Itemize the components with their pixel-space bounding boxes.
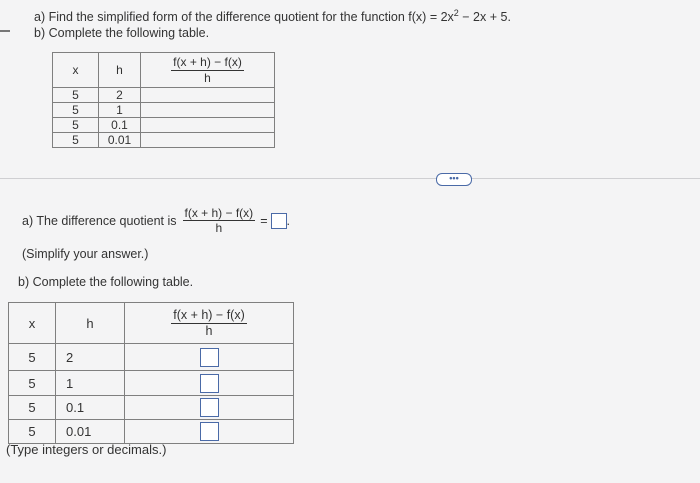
difference-quotient-fraction <box>171 55 244 85</box>
cell-quotient <box>125 371 294 396</box>
answer-fraction-numerator: f(x + h) − f(x) <box>184 206 254 220</box>
answer-fraction <box>183 206 256 236</box>
quotient-input[interactable] <box>200 374 219 393</box>
simplify-hint: (Simplify your answer.) <box>22 247 149 261</box>
table-row <box>9 396 294 420</box>
answer-part-b-label: b) Complete the following table. <box>18 275 194 289</box>
cell-x: 5 <box>53 133 99 148</box>
cell-x: 5 <box>9 344 56 371</box>
table-row <box>9 420 294 444</box>
cell-x: 5 <box>9 420 56 444</box>
question-part-b: b) Complete the following table. <box>34 26 210 40</box>
period: . <box>286 213 290 228</box>
more-options-button[interactable]: ••• <box>436 173 472 186</box>
cell-quotient <box>125 420 294 444</box>
cell-x: 5 <box>9 371 56 396</box>
left-edge-dash <box>0 30 10 32</box>
preview-table <box>52 52 275 148</box>
header-x: x <box>53 53 99 88</box>
cell-quotient <box>125 344 294 371</box>
function-expression <box>408 10 511 24</box>
table-row <box>53 103 275 118</box>
cell-quotient <box>141 118 275 133</box>
cell-h: 2 <box>56 344 125 371</box>
table-row <box>53 88 275 103</box>
cell-x: 5 <box>53 88 99 103</box>
header-x: x <box>9 303 56 344</box>
function-exponent: 2 <box>453 8 459 18</box>
function-suffix: − 2x + 5. <box>458 10 511 25</box>
quotient-input[interactable] <box>200 398 219 417</box>
equals-sign: = <box>260 213 268 228</box>
cell-quotient <box>141 103 275 118</box>
cell-h: 2 <box>99 88 141 103</box>
table-row <box>53 133 275 148</box>
quotient-input[interactable] <box>200 348 219 367</box>
fraction-numerator: f(x + h) − f(x) <box>173 307 245 322</box>
cell-x: 5 <box>53 118 99 133</box>
cell-h: 0.1 <box>99 118 141 133</box>
type-hint: (Type integers or decimals.) <box>6 442 167 457</box>
table-row <box>9 344 294 371</box>
cell-h: 1 <box>56 371 125 396</box>
answer-fraction-denominator: h <box>215 221 223 236</box>
cell-h: 0.01 <box>56 420 125 444</box>
cell-quotient <box>141 88 275 103</box>
fraction-numerator: f(x + h) − f(x) <box>173 55 242 70</box>
question-part-a-text: a) Find the simplified form of the difference quotient for the function <box>34 10 405 25</box>
difference-quotient-fraction <box>171 308 247 339</box>
cell-x: 5 <box>9 396 56 420</box>
cell-h: 0.01 <box>99 133 141 148</box>
cell-quotient <box>125 396 294 420</box>
answer-part-a-label: a) The difference quotient is <box>22 213 177 228</box>
fraction-denominator: h <box>204 70 211 85</box>
answer-table <box>8 302 294 444</box>
difference-quotient-input[interactable] <box>271 213 287 229</box>
header-difference-quotient <box>125 303 294 344</box>
table-row <box>9 371 294 396</box>
header-h: h <box>56 303 125 344</box>
table-row <box>53 118 275 133</box>
answer-part-a <box>22 206 290 236</box>
cell-x: 5 <box>53 103 99 118</box>
cell-h: 0.1 <box>56 396 125 420</box>
quotient-input[interactable] <box>200 422 219 441</box>
preview-table-header <box>53 53 275 88</box>
cell-quotient <box>141 133 275 148</box>
section-divider <box>0 178 700 179</box>
question-part-a <box>34 8 511 24</box>
cell-h: 1 <box>99 103 141 118</box>
function-prefix: f(x) = 2x <box>408 10 454 25</box>
fraction-denominator: h <box>205 323 213 338</box>
header-h: h <box>99 53 141 88</box>
answer-table-header <box>9 303 294 344</box>
header-difference-quotient <box>141 53 275 88</box>
